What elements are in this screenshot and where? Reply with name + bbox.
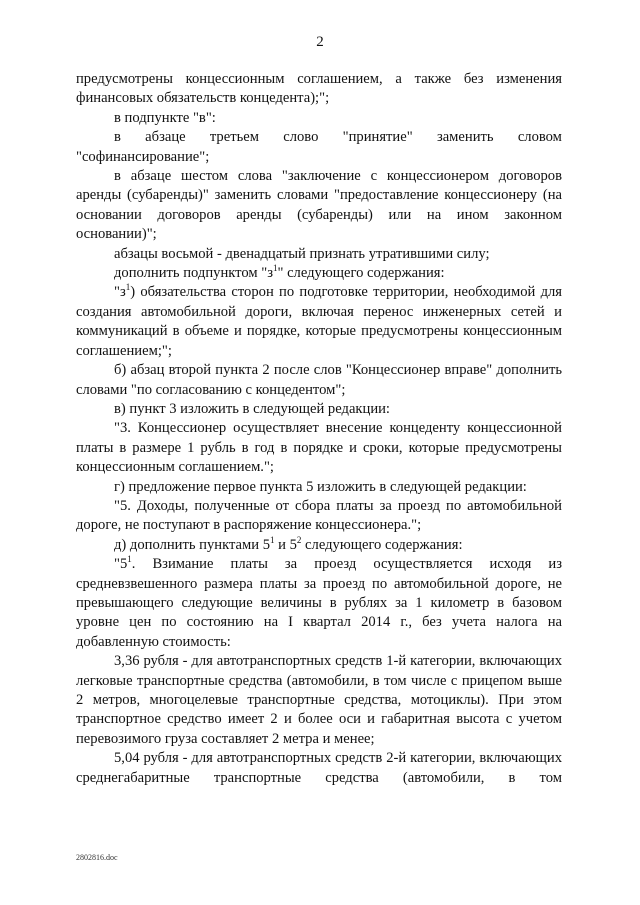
superscript: 1	[127, 554, 132, 565]
text-run: д) дополнить пунктами 5	[114, 536, 270, 553]
paragraph: в абзаце шестом слова "заключение с концессионером договоров аренды (субаренды)" заменить словами "предоставление концессионеру (на основании договоров аренды (субаренды) или на ином законном основании)";	[76, 168, 562, 243]
paragraph: "софинансирование";	[76, 148, 210, 165]
superscript: 1	[270, 534, 275, 545]
paragraph: 3,36 рубля - для автотранспортных средств 1-й категории, включающих легковые транспортные средства (автомобили, в том числе с прицепом выше 2 метров, многоцелевые транспортные средства, мотоциклы). При этом транспортное средство имеет 2 и более оси и габаритная высота с учетом перевозимого груза составляет 2 метра и менее;	[76, 653, 562, 747]
text-run: "з	[114, 284, 126, 301]
paragraph: 5,04 рубля - для автотранспортных средств 2-й категории, включающих среднегабаритные транспортные средства (автомобили, в том	[76, 750, 562, 786]
superscript: 1	[272, 263, 278, 274]
superscript: 1	[125, 282, 131, 293]
word: "принятие"	[342, 129, 413, 146]
word: заменить	[436, 129, 494, 146]
paragraph: "5. Доходы, полученные от сбора платы за проезд по автомобильной дороге, не поступают в распоряжение концессионера.";	[76, 497, 562, 534]
text-run: дополнить подпунктом "з	[114, 265, 273, 282]
text-run: ) обязательства сторон по подготовке территории, необходимой для создания автомобильной дороги, включая перенос инженерных сетей и коммуникаций в объеме и порядке, которые предусмотрены концессионным соглашением;";	[76, 284, 562, 359]
paragraph: в) пункт 3 изложить в следующей редакции:	[114, 400, 390, 417]
paragraph: г) предложение первое пункта 5 изложить в следующей редакции:	[114, 478, 527, 495]
document-body	[76, 70, 562, 788]
word: абзаце	[145, 129, 186, 146]
text-run: . Взимание платы за проезд осуществляется исходя из средневзвешенного размера платы за проезд по автомобильной дороге, не превышающего следующие величины в рублях за 1 километр в базовом уровне цен по состоянию на I квартал 2014 г., без учета налога на добавленную стоимость:	[76, 556, 562, 650]
text-run: и 5	[274, 536, 297, 553]
paragraph: б) абзац второй пункта 2 после слов "Концессионер вправе" дополнить словами "по согласованию с концедентом";	[76, 362, 562, 398]
word: словом	[517, 129, 562, 146]
paragraph	[76, 555, 562, 652]
paragraph: предусмотрены концессионным соглашением, а также без изменения финансовых обязательств концедента);";	[76, 71, 562, 107]
text-run: следующего содержания:	[301, 536, 463, 553]
text-run: " следующего содержания:	[277, 265, 445, 282]
word: третьем	[209, 129, 259, 146]
paragraph	[76, 264, 562, 283]
text-run: "5	[114, 556, 128, 573]
paragraph	[76, 536, 562, 555]
superscript: 2	[296, 534, 302, 545]
paragraph: абзацы восьмой - двенадцатый признать утратившими силу;	[114, 245, 490, 262]
file-name-footer: 2802816.doc	[76, 853, 118, 862]
paragraph: "3. Концессионер осуществляет внесение концеденту концессионной платы в размере 1 рубль в год в порядке и сроки, которые предусмотрены концессионным соглашением.";	[76, 420, 562, 476]
word: слово	[283, 129, 319, 146]
page-number: 2	[316, 34, 324, 50]
paragraph: в подпункте "в":	[114, 109, 216, 126]
paragraph	[76, 283, 562, 361]
paragraph	[76, 128, 562, 147]
word: в	[114, 129, 121, 146]
